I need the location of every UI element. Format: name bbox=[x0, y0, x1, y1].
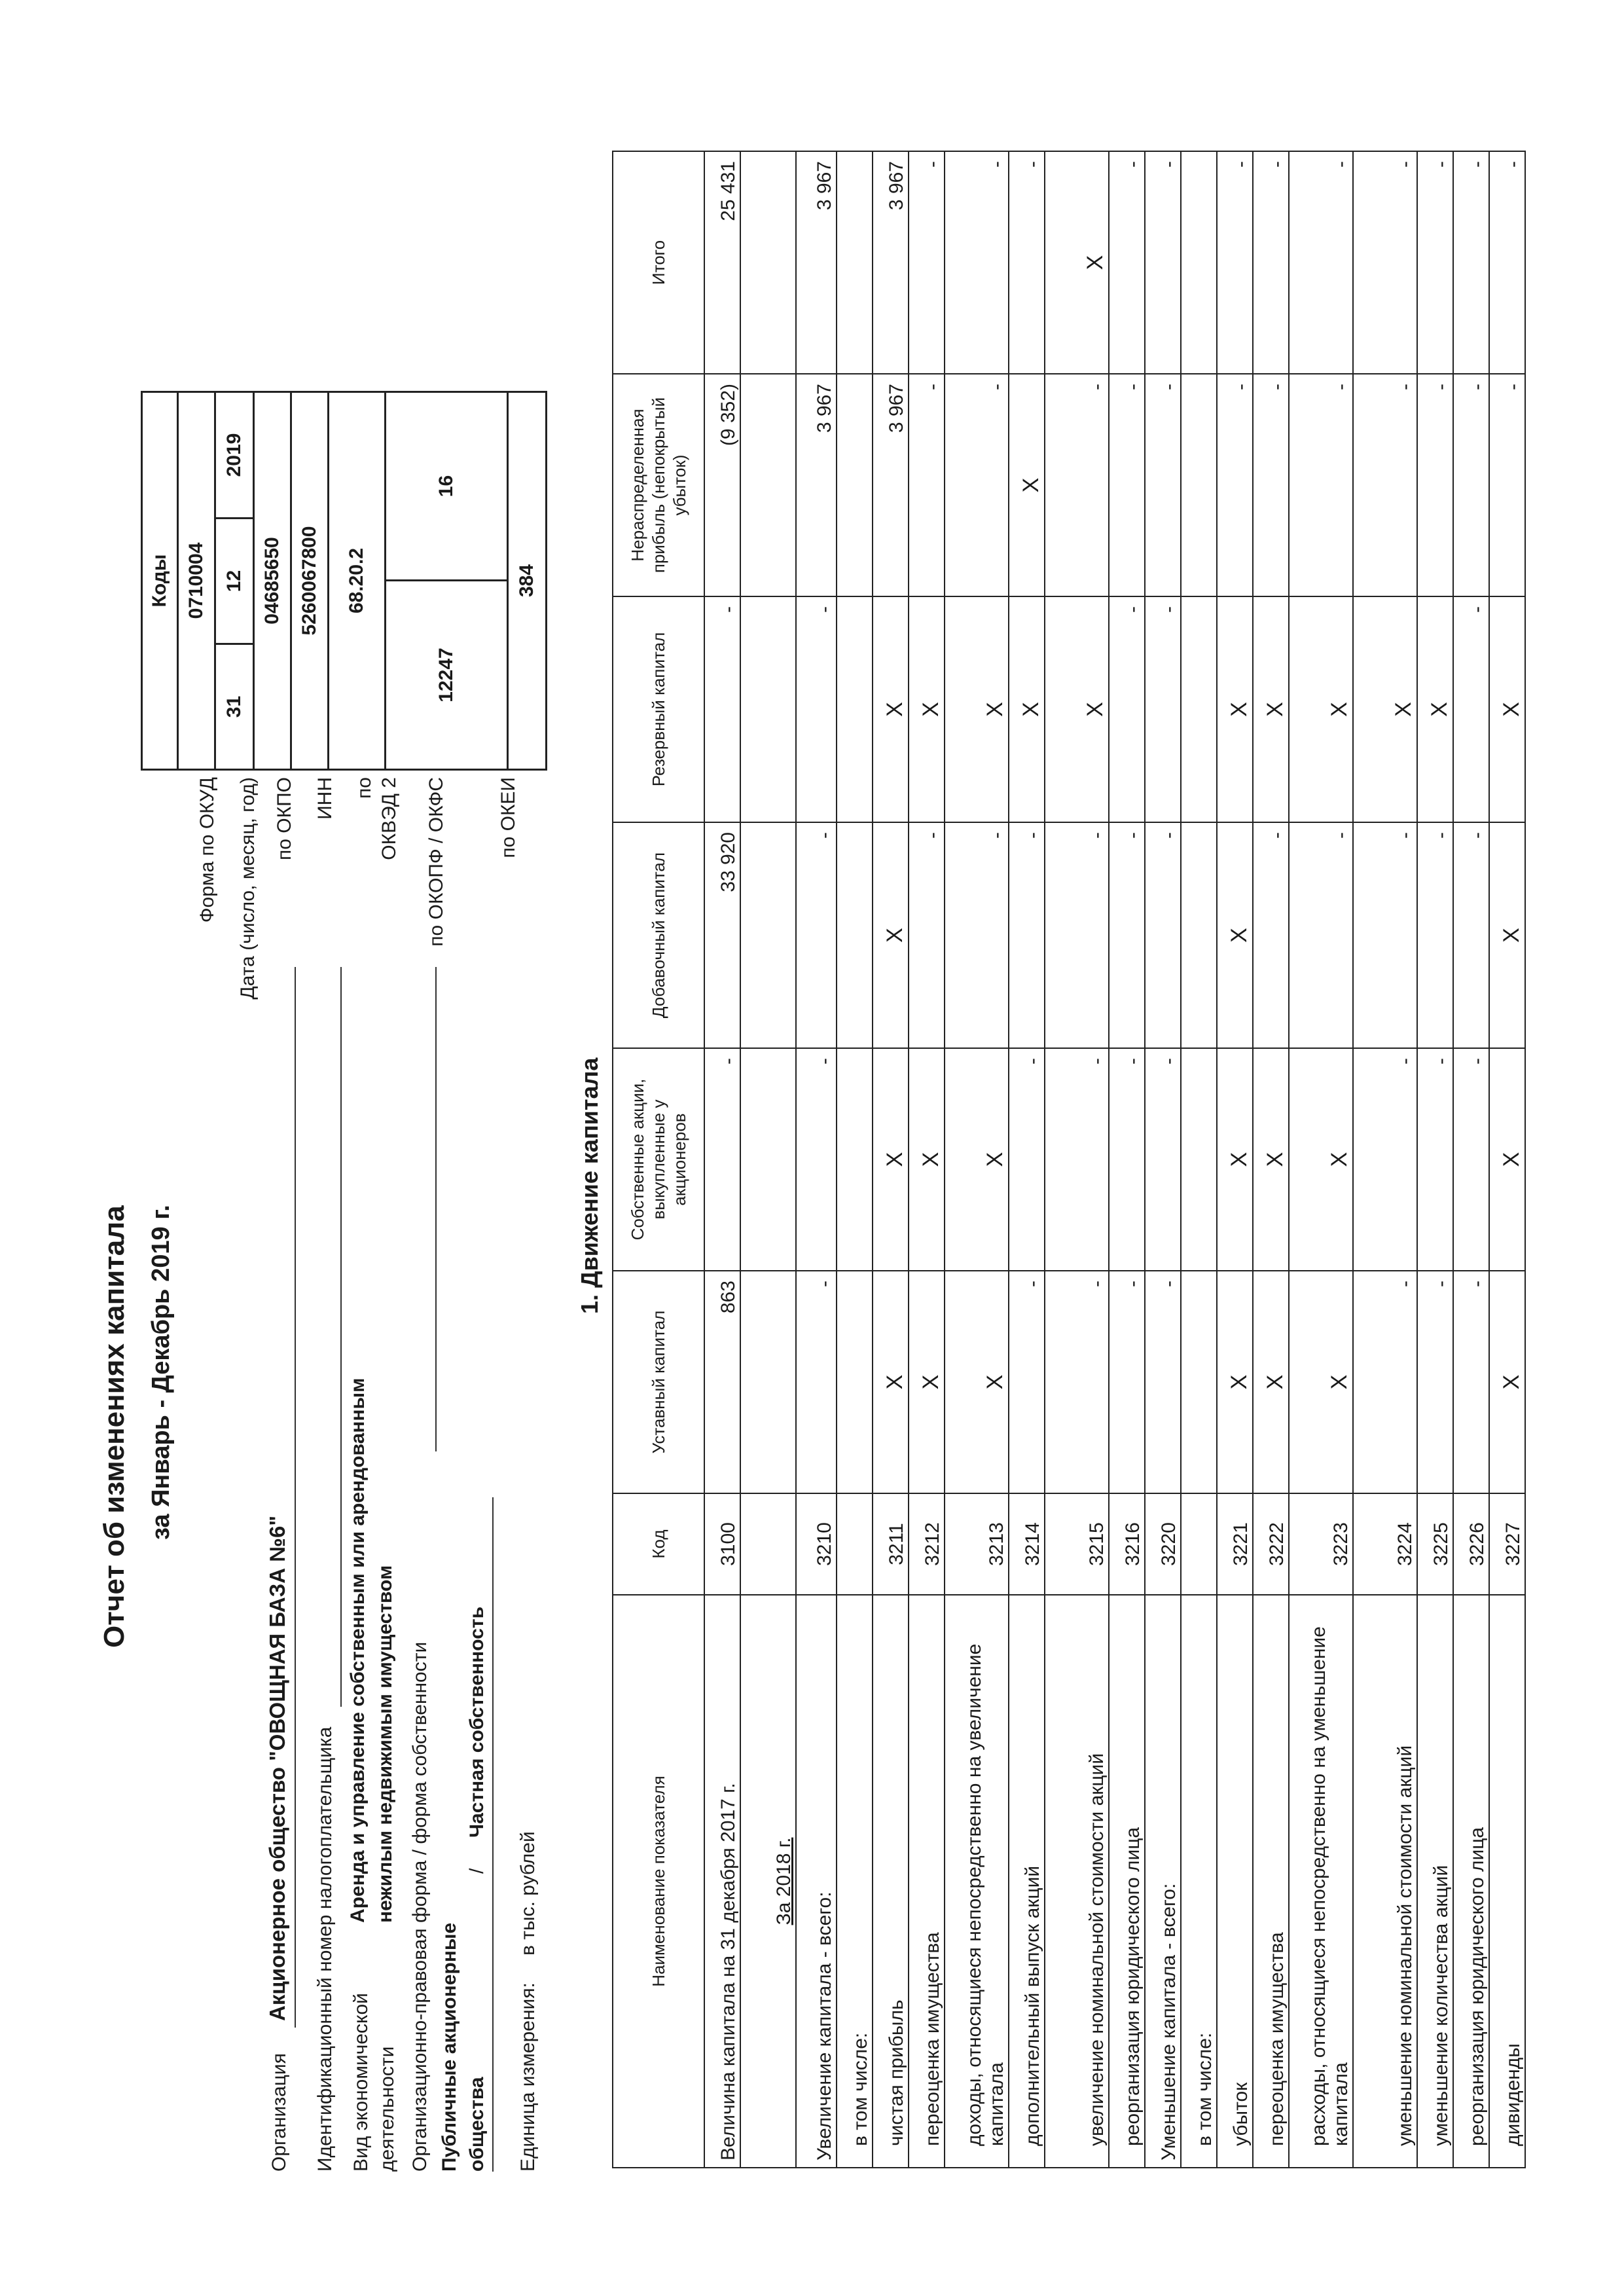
cell-col-1: - bbox=[1417, 1271, 1453, 1493]
cell-col-6: - bbox=[1109, 151, 1145, 374]
cell-col-6: - bbox=[1009, 151, 1045, 374]
cell-col-1: - bbox=[1353, 1271, 1417, 1493]
okei-code: 384 bbox=[507, 391, 547, 771]
cell-col-5: - bbox=[1489, 374, 1525, 596]
row-code: 3223 bbox=[1289, 1493, 1353, 1595]
unit-value: в тыс. рублей bbox=[517, 1831, 539, 1956]
opf-value-2: общества bbox=[466, 2077, 488, 2172]
cell-col-6: 3 967 bbox=[796, 151, 837, 374]
row-code: 3225 bbox=[1417, 1493, 1453, 1595]
row-name: реорганизация юридического лица bbox=[1109, 1595, 1145, 2168]
row-code bbox=[740, 1493, 796, 1595]
cell-col-1: - bbox=[1109, 1271, 1145, 1493]
col-header-reserve-capital: Резервный капитал bbox=[613, 596, 704, 822]
org-name: Акционерное общество "ОВОЩНАЯ БАЗА №6" bbox=[265, 1515, 289, 2021]
cell-col-2: - bbox=[1453, 1048, 1489, 1271]
row-code: 3215 bbox=[1045, 1493, 1109, 1595]
row-code: 3221 bbox=[1217, 1493, 1253, 1595]
cell-col-3: - bbox=[1009, 822, 1045, 1048]
cell-col-2: X bbox=[1489, 1048, 1525, 1271]
row-name: уменьшение количества акций bbox=[1417, 1595, 1453, 2168]
cell-col-6: - bbox=[909, 151, 945, 374]
table-row bbox=[704, 151, 740, 2168]
row-name: дивиденды bbox=[1489, 1595, 1525, 2168]
cell-col-1 bbox=[1181, 1271, 1217, 1493]
cell-col-5: - bbox=[1353, 374, 1417, 596]
date-month: 12 bbox=[214, 517, 255, 645]
ownership-value: Частная собственность bbox=[466, 1606, 488, 1838]
capital-movement-table bbox=[612, 151, 1526, 2168]
table-row bbox=[873, 151, 909, 2168]
cell-col-3: - bbox=[1353, 822, 1417, 1048]
col-header-charter-capital: Уставный капитал bbox=[613, 1271, 704, 1493]
col-header-retained-earnings: Нераспределенная прибыль (непокрытый убыток) bbox=[613, 374, 704, 596]
cell-col-2: - bbox=[1145, 1048, 1181, 1271]
activity-label-2: деятельности bbox=[376, 2046, 398, 2172]
cell-col-6: - bbox=[1217, 151, 1253, 374]
cell-col-4: X bbox=[909, 596, 945, 822]
cell-col-3: - bbox=[1417, 822, 1453, 1048]
cell-col-5: 3 967 bbox=[796, 374, 837, 596]
row-name: в том числе: bbox=[1181, 1595, 1217, 2168]
cell-col-6: - bbox=[945, 151, 1009, 374]
cell-col-5: - bbox=[1417, 374, 1453, 596]
report-period: за Январь - Декабрь 2019 г. bbox=[147, 1205, 175, 1540]
cell-col-6: - bbox=[1453, 151, 1489, 374]
col-header-total: Итого bbox=[613, 151, 704, 374]
date-label: Дата (число, месяц, год) bbox=[237, 777, 259, 1000]
row-code: 3212 bbox=[909, 1493, 945, 1595]
cell-col-6 bbox=[1181, 151, 1217, 374]
row-code: 3214 bbox=[1009, 1493, 1045, 1595]
cell-col-5 bbox=[837, 374, 873, 596]
row-name: Увеличение капитала - всего: bbox=[796, 1595, 837, 2168]
okved-label-1: по bbox=[353, 777, 375, 799]
cell-col-1: X bbox=[1253, 1271, 1289, 1493]
okved-code: 68.20.2 bbox=[327, 391, 386, 771]
cell-col-6: - bbox=[1145, 151, 1181, 374]
row-name: расходы, относящиеся непосредственно на уменьшение капитала bbox=[1289, 1595, 1353, 2168]
cell-col-4: X bbox=[1217, 596, 1253, 822]
cell-col-5: - bbox=[945, 374, 1009, 596]
date-year: 2019 bbox=[214, 391, 255, 519]
cell-col-3: - bbox=[1109, 822, 1145, 1048]
opf-label: Организационно-правовая форма / форма собственности bbox=[409, 1641, 431, 2172]
row-code: 3211 bbox=[873, 1493, 909, 1595]
table-header-row bbox=[613, 151, 704, 2168]
row-code bbox=[1181, 1493, 1217, 1595]
cell-col-5: - bbox=[1453, 374, 1489, 596]
cell-col-6: 25 431 bbox=[704, 151, 740, 374]
row-code: 3222 bbox=[1253, 1493, 1289, 1595]
cell-col-1: X bbox=[1489, 1271, 1525, 1493]
table-row bbox=[796, 151, 837, 2168]
cell-col-3: X bbox=[1489, 822, 1525, 1048]
activity-label-1: Вид экономической bbox=[350, 1993, 372, 2172]
ownership-underline bbox=[492, 1497, 494, 2172]
cell-col-4: - bbox=[796, 596, 837, 822]
cell-col-4 bbox=[837, 596, 873, 822]
cell-col-4: - bbox=[1145, 596, 1181, 822]
cell-col-4: X bbox=[1253, 596, 1289, 822]
table-row bbox=[1353, 151, 1417, 2168]
cell-col-3: 33 920 bbox=[704, 822, 740, 1048]
row-code: 3213 bbox=[945, 1493, 1009, 1595]
cell-col-2: - bbox=[704, 1048, 740, 1271]
table-row bbox=[1009, 151, 1045, 2168]
table-row bbox=[1217, 151, 1253, 2168]
cell-col-4: X bbox=[1353, 596, 1417, 822]
cell-col-2: - bbox=[1417, 1048, 1453, 1271]
cell-col-5: X bbox=[1009, 374, 1045, 596]
inn-code-label: ИНН bbox=[314, 777, 336, 820]
table-row bbox=[1109, 151, 1145, 2168]
row-name: Величина капитала на 31 декабря 2017 г. bbox=[704, 1595, 740, 2168]
cell-col-3: - bbox=[1253, 822, 1289, 1048]
row-code: 3220 bbox=[1145, 1493, 1181, 1595]
cell-col-4: - bbox=[1453, 596, 1489, 822]
table-row bbox=[1417, 151, 1453, 2168]
cell-col-3: - bbox=[796, 822, 837, 1048]
cell-col-6: - bbox=[1489, 151, 1525, 374]
okopf-code: 12247 bbox=[384, 579, 509, 771]
table-row bbox=[945, 151, 1009, 2168]
cell-col-4: X bbox=[873, 596, 909, 822]
codes-box bbox=[141, 168, 553, 771]
okud-label: Форма по ОКУД bbox=[196, 777, 218, 923]
cell-col-3 bbox=[740, 822, 796, 1048]
org-label: Организация bbox=[268, 2053, 290, 2172]
unit-label: Единица измерения: bbox=[517, 1982, 539, 2172]
col-header-name: Наименование показателя bbox=[613, 1595, 704, 2168]
table-row bbox=[1045, 151, 1109, 2168]
row-code bbox=[837, 1493, 873, 1595]
cell-col-2: X bbox=[1253, 1048, 1289, 1271]
cell-col-2: X bbox=[873, 1048, 909, 1271]
okved-label-2: ОКВЭД 2 bbox=[378, 777, 400, 860]
cell-col-4: X bbox=[945, 596, 1009, 822]
cell-col-2: - bbox=[1353, 1048, 1417, 1271]
cell-col-2: - bbox=[1109, 1048, 1145, 1271]
okopf-label: по ОКОПФ / ОКФС bbox=[425, 777, 447, 947]
table-row bbox=[1181, 151, 1217, 2168]
row-code: 3227 bbox=[1489, 1493, 1525, 1595]
cell-col-1: X bbox=[1217, 1271, 1253, 1493]
cell-col-6: - bbox=[1417, 151, 1453, 374]
cell-col-1: - bbox=[1453, 1271, 1489, 1493]
cell-col-4 bbox=[1181, 596, 1217, 822]
cell-col-6 bbox=[837, 151, 873, 374]
cell-col-4: - bbox=[1109, 596, 1145, 822]
opf-slash: / bbox=[466, 1868, 488, 1874]
okfs-code: 16 bbox=[384, 391, 509, 581]
cell-col-2: X bbox=[1217, 1048, 1253, 1271]
cell-col-1: - bbox=[1045, 1271, 1109, 1493]
cell-col-6: - bbox=[1353, 151, 1417, 374]
cell-col-5: - bbox=[1253, 374, 1289, 596]
cell-col-2: - bbox=[1045, 1048, 1109, 1271]
cell-col-2: X bbox=[945, 1048, 1009, 1271]
activity-value-1: Аренда и управление собственным или арендованным bbox=[347, 1377, 369, 1923]
inn-label: Идентификационный номер налогоплательщика bbox=[314, 1726, 336, 2172]
cell-col-5: - bbox=[909, 374, 945, 596]
cell-col-2: X bbox=[909, 1048, 945, 1271]
row-code: 3100 bbox=[704, 1493, 740, 1595]
cell-col-3: X bbox=[873, 822, 909, 1048]
row-name: За 2018 г. bbox=[740, 1595, 796, 2168]
row-name: переоценка имущества bbox=[909, 1595, 945, 2168]
okpo-code: 04685650 bbox=[253, 391, 292, 771]
cell-col-5 bbox=[740, 374, 796, 596]
row-name: переоценка имущества bbox=[1253, 1595, 1289, 2168]
cell-col-1 bbox=[837, 1271, 873, 1493]
cell-col-3 bbox=[1181, 822, 1217, 1048]
cell-col-1 bbox=[740, 1271, 796, 1493]
cell-col-4: X bbox=[1009, 596, 1045, 822]
row-name: доходы, относящиеся непосредственно на увеличение капитала bbox=[945, 1595, 1009, 2168]
cell-col-2: X bbox=[1289, 1048, 1353, 1271]
cell-col-4 bbox=[740, 596, 796, 822]
table-row bbox=[1453, 151, 1489, 2168]
row-name: реорганизация юридического лица bbox=[1453, 1595, 1489, 2168]
cell-col-4: X bbox=[1417, 596, 1453, 822]
inn-underline bbox=[340, 967, 342, 1707]
cell-col-6: - bbox=[1253, 151, 1289, 374]
report-title: Отчет об изменениях капитала bbox=[98, 1205, 130, 1648]
cell-col-5: 3 967 bbox=[873, 374, 909, 596]
activity-value-2: нежилым недвижимым имуществом bbox=[374, 1565, 396, 1923]
cell-col-6: X bbox=[1045, 151, 1109, 374]
okei-label: по ОКЕИ bbox=[497, 777, 519, 858]
table-row bbox=[1145, 151, 1181, 2168]
cell-col-3: X bbox=[1217, 822, 1253, 1048]
cell-col-6: - bbox=[1289, 151, 1353, 374]
row-name: убыток bbox=[1217, 1595, 1253, 2168]
cell-col-3: - bbox=[909, 822, 945, 1048]
row-name: увеличение номинальной стоимости акций bbox=[1045, 1595, 1109, 2168]
cell-col-5: - bbox=[1217, 374, 1253, 596]
date-day: 31 bbox=[214, 643, 255, 771]
row-code: 3216 bbox=[1109, 1493, 1145, 1595]
cell-col-1: X bbox=[873, 1271, 909, 1493]
opf-value-1: Публичные акционерные bbox=[439, 1922, 460, 2172]
cell-col-4: - bbox=[704, 596, 740, 822]
inn-code: 5260067800 bbox=[290, 391, 329, 771]
okpo-label: по ОКПО bbox=[274, 777, 295, 860]
cell-col-5 bbox=[1181, 374, 1217, 596]
cell-col-1: - bbox=[1145, 1271, 1181, 1493]
cell-col-3: - bbox=[1453, 822, 1489, 1048]
table-row bbox=[909, 151, 945, 2168]
cell-col-1: - bbox=[796, 1271, 837, 1493]
col-header-code: Код bbox=[613, 1493, 704, 1595]
col-header-additional-capital: Добавочный капитал bbox=[613, 822, 704, 1048]
cell-col-2: - bbox=[1009, 1048, 1045, 1271]
cell-col-3: - bbox=[1045, 822, 1109, 1048]
cell-col-1: X bbox=[945, 1271, 1009, 1493]
cell-col-1: 863 bbox=[704, 1271, 740, 1493]
cell-col-1: - bbox=[1009, 1271, 1045, 1493]
cell-col-5: (9 352) bbox=[704, 374, 740, 596]
section-title: 1. Движение капитала bbox=[576, 1057, 603, 1314]
cell-col-5: - bbox=[1145, 374, 1181, 596]
row-code: 3210 bbox=[796, 1493, 837, 1595]
cell-col-3: - bbox=[945, 822, 1009, 1048]
cell-col-5: - bbox=[1289, 374, 1353, 596]
cell-col-3: - bbox=[1289, 822, 1353, 1048]
cell-col-1: X bbox=[909, 1271, 945, 1493]
row-name: в том числе: bbox=[837, 1595, 873, 2168]
cell-col-1: X bbox=[1289, 1271, 1353, 1493]
cell-col-6 bbox=[740, 151, 796, 374]
row-code: 3226 bbox=[1453, 1493, 1489, 1595]
table-row bbox=[837, 151, 873, 2168]
okud-code: 0710004 bbox=[177, 391, 216, 771]
row-code: 3224 bbox=[1353, 1493, 1417, 1595]
row-name: Уменьшение капитала - всего: bbox=[1145, 1595, 1181, 2168]
col-header-own-shares: Собственные акции, выкупленные у акционеров bbox=[613, 1048, 704, 1271]
table-row bbox=[1489, 151, 1525, 2168]
cell-col-2 bbox=[1181, 1048, 1217, 1271]
cell-col-2: - bbox=[796, 1048, 837, 1271]
cell-col-6: 3 967 bbox=[873, 151, 909, 374]
cell-col-3: - bbox=[1145, 822, 1181, 1048]
cell-col-3 bbox=[837, 822, 873, 1048]
cell-col-4: X bbox=[1045, 596, 1109, 822]
table-row bbox=[740, 151, 796, 2168]
row-name: уменьшение номинальной стоимости акций bbox=[1353, 1595, 1417, 2168]
cell-col-4: X bbox=[1289, 596, 1353, 822]
cell-col-5: - bbox=[1109, 374, 1145, 596]
cell-col-2 bbox=[740, 1048, 796, 1271]
row-name: дополнительный выпуск акций bbox=[1009, 1595, 1045, 2168]
table-row bbox=[1253, 151, 1289, 2168]
cell-col-5: - bbox=[1045, 374, 1109, 596]
cell-col-2 bbox=[837, 1048, 873, 1271]
row-name: чистая прибыль bbox=[873, 1595, 909, 2168]
table-row bbox=[1289, 151, 1353, 2168]
codes-header: Коды bbox=[141, 391, 179, 771]
cell-col-4: X bbox=[1489, 596, 1525, 822]
